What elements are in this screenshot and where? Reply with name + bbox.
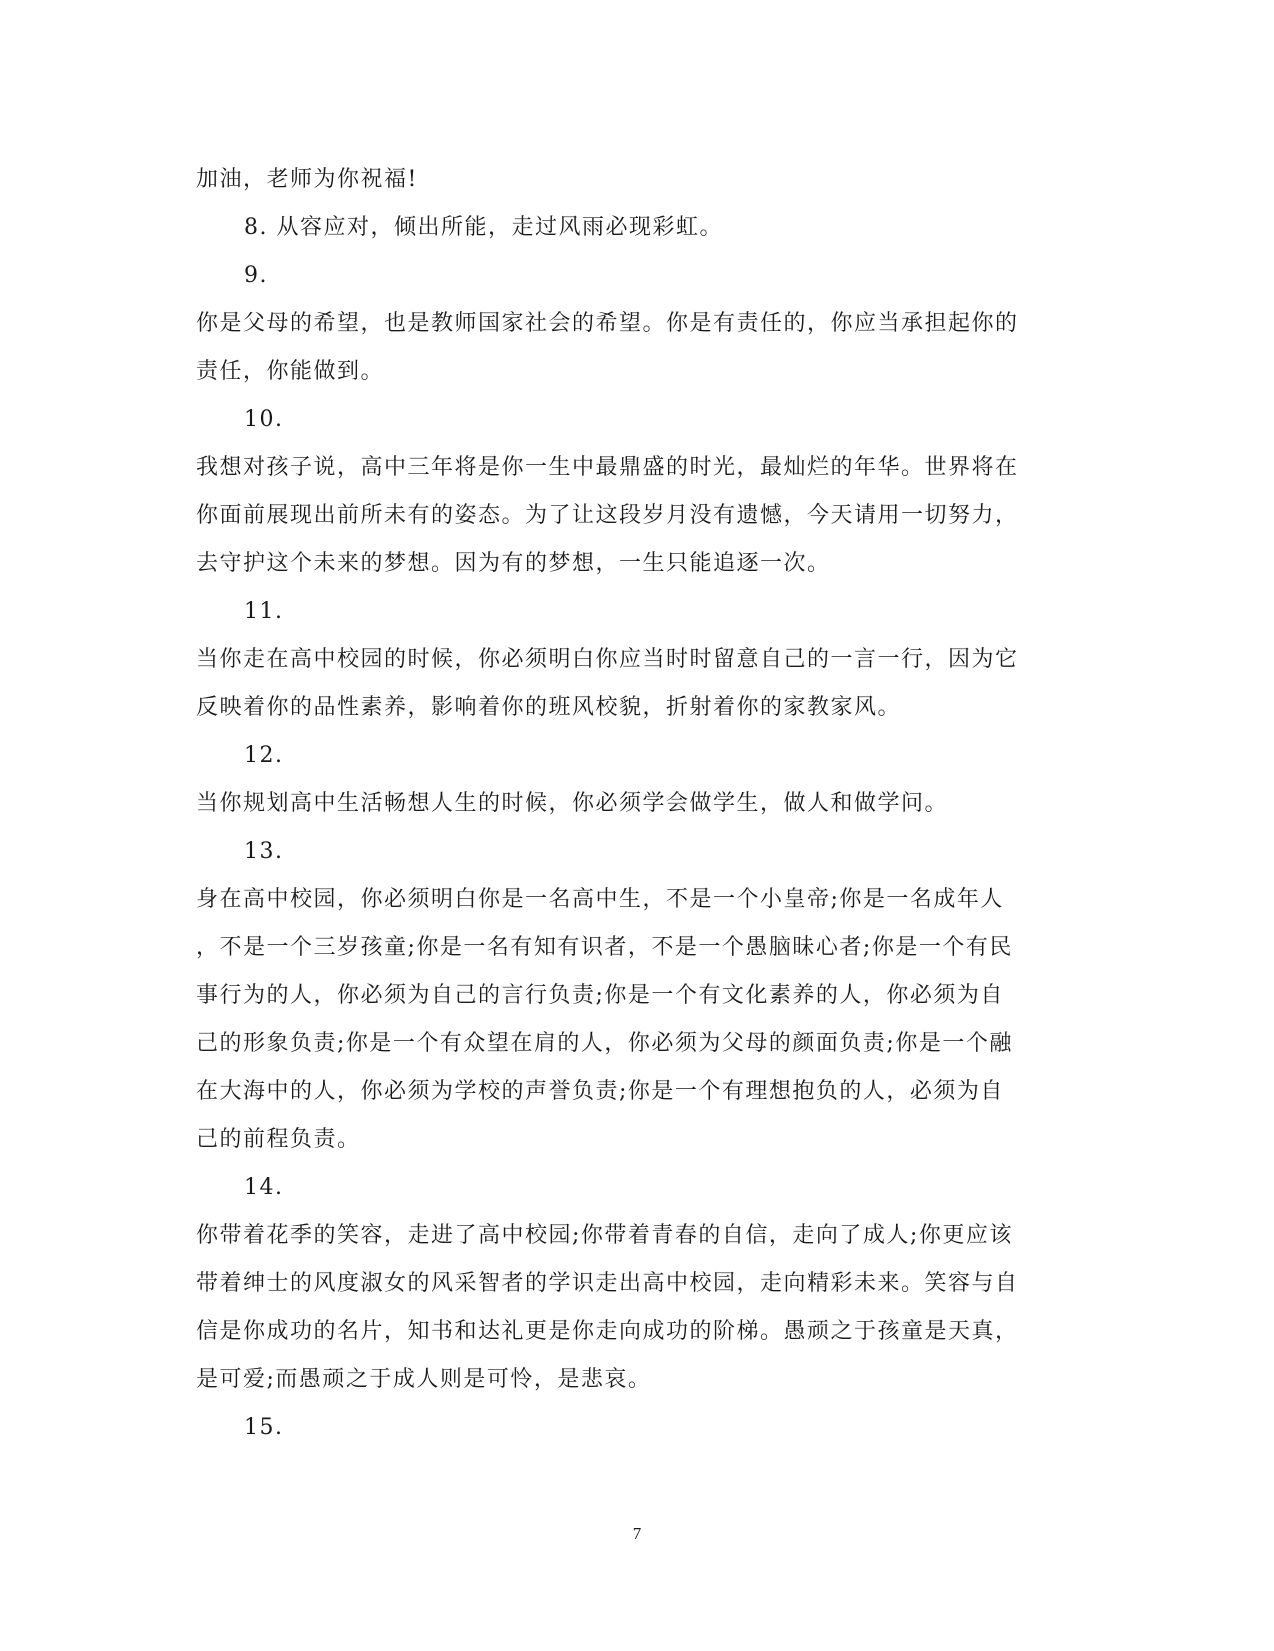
body-text-line: 反映着你的品性素养，影响着你的班风校貌，折射着你的家教家风。 [196, 695, 902, 720]
numbered-item-line: 9. [244, 263, 268, 288]
body-text-line: 当你规划高中生活畅想人生的时候，你必须学会做学生，做人和做学问。 [196, 791, 949, 816]
body-text-line: 加油，老师为你祝福! [196, 167, 418, 192]
body-text-line: 责任，你能做到。 [196, 359, 385, 384]
body-text-line: 事行为的人，你必须为自己的言行负责;你是一个有文化素养的人，你必须为自 [196, 983, 1004, 1008]
body-text-line: 当你走在高中校园的时候，你必须明白你应当时时留意自己的一言一行，因为它 [196, 647, 1019, 672]
body-text-line: 你带着花季的笑容，走进了高中校园;你带着青春的自信，走向了成人;你更应该 [196, 1223, 1013, 1248]
body-text-line: 我想对孩子说，高中三年将是你一生中最鼎盛的时光，最灿烂的年华。世界将在 [196, 455, 1019, 480]
body-text-line: 信是你成功的名片，知书和达礼更是你走向成功的阶梯。愚顽之于孩童是天真， [196, 1319, 1019, 1344]
body-text-line: 己的形象负责;你是一个有众望在肩的人，你必须为父母的颜面负责;你是一个融 [196, 1031, 1013, 1056]
body-text-line: 带着绅士的风度淑女的风采智者的学识走出高中校园，走向精彩未来。笑容与自 [196, 1271, 1019, 1296]
body-text-line: 去守护这个未来的梦想。因为有的梦想，一生只能追逐一次。 [196, 551, 831, 576]
body-text-line: 你是父母的希望，也是教师国家社会的希望。你是有责任的，你应当承担起你的 [196, 311, 1019, 336]
page-number: 7 [632, 1524, 642, 1543]
body-text-line: 你面前展现出前所未有的姿态。为了让这段岁月没有遗憾，今天请用一切努力， [196, 503, 1019, 528]
numbered-item-line: 12. [244, 743, 284, 768]
page-body [196, 156, 1076, 1452]
numbered-item-line: 10. [244, 407, 284, 432]
body-text-line: 在大海中的人，你必须为学校的声誉负责;你是一个有理想抱负的人，必须为自 [196, 1079, 1004, 1104]
numbered-item-line: 11. [244, 599, 284, 624]
body-text-line: 是可爱;而愚顽之于成人则是可怜，是悲哀。 [196, 1367, 652, 1392]
numbered-item-line: 15. [244, 1415, 284, 1440]
numbered-item-line: 8. 从容应对，倾出所能，走过风雨必现彩虹。 [244, 215, 723, 240]
numbered-item-line: 13. [244, 839, 284, 864]
body-text-line: 己的前程负责。 [196, 1127, 361, 1152]
body-text-line: ，不是一个三岁孩童;你是一名有知有识者，不是一个愚脑昧心者;你是一个有民 [196, 935, 1013, 960]
numbered-item-line: 14. [244, 1175, 284, 1200]
body-text-line: 身在高中校园，你必须明白你是一名高中生，不是一个小皇帝;你是一名成年人 [196, 887, 1004, 912]
